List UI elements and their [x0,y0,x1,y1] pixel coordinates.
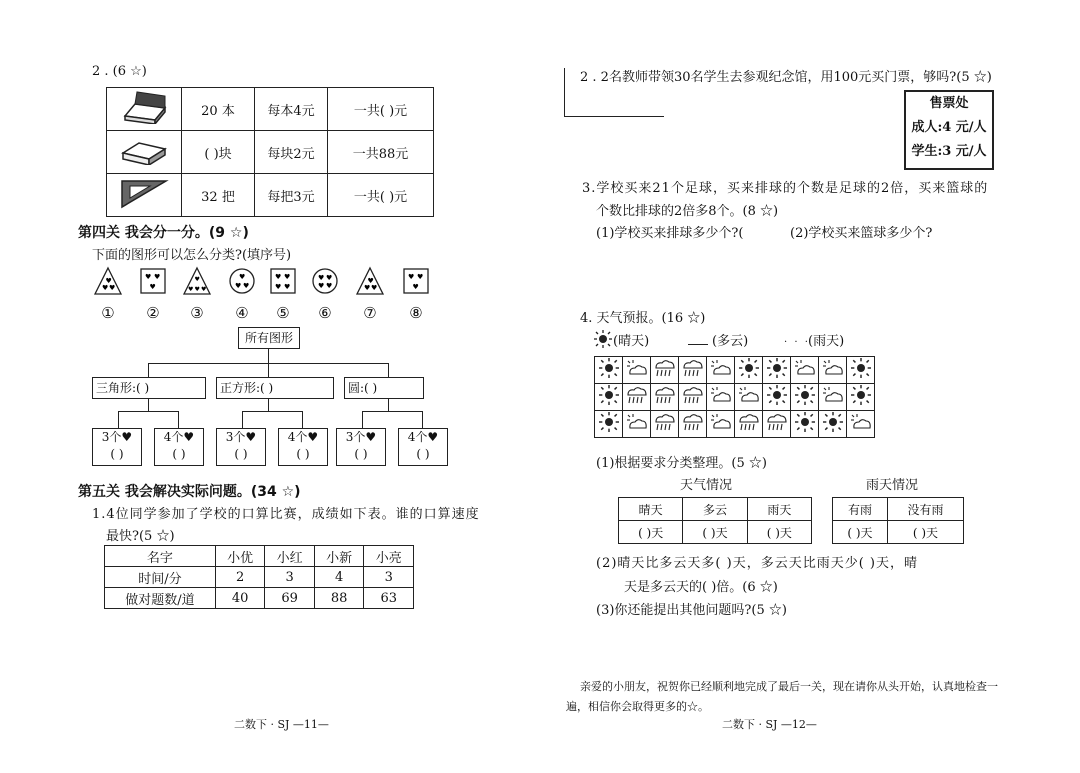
weather-sub3: (3)你还能提出其他问题吗?(5 ☆) [596,603,787,618]
ticket-student: 学生:3 元/人 [911,144,987,159]
tree-line [242,411,243,428]
margin-line [564,116,664,117]
rain-table-title: 雨天情况 [866,478,919,493]
cell: 每本4元 [255,88,328,131]
section5-q1-line1: 1.4位同学参加了学校的口算比赛，成绩如下表。谁的口算速度 [92,507,480,522]
leaf-label: 4个♥ [287,430,319,444]
triangle-3-hearts-icon [355,266,385,296]
square-3-hearts-icon [401,266,431,296]
triangle-ruler-icon [107,174,182,217]
tree-leaf [278,428,328,466]
shape-number: ④ [235,304,249,322]
tree-line [118,411,119,428]
cloudy-icon [688,344,708,345]
leaf-label: 4个♥ [407,430,439,444]
sun-icon [595,384,623,411]
svg-text:♥: ♥ [149,283,156,291]
table-row [105,567,414,588]
table-header: 晴天 [619,498,683,521]
shape-number: ⑤ [276,304,290,322]
table-cell: 69 [265,588,315,609]
svg-text:♥: ♥ [188,286,194,293]
square-3-hearts-icon [138,266,168,296]
page-footer: 二数下 · SJ —11— [234,718,329,731]
table-cell: 3 [265,567,315,588]
page-footer: 二数下 · SJ —12— [722,718,817,731]
rain-icon [679,411,707,438]
score-table [104,545,414,609]
tree-leaf [398,428,448,466]
rain-icon: . . . [784,334,810,345]
table-header: 有雨 [833,498,888,521]
circle-4-hearts-icon [310,266,340,296]
svg-text:♥: ♥ [318,282,325,290]
svg-text:♥: ♥ [235,282,242,290]
rain-icon [763,411,791,438]
tree-leaf [154,428,204,466]
leaf-label: 4个♥ [163,430,195,444]
tree-root: 所有图形 [238,327,300,349]
tree-line [268,399,269,411]
margin-line [564,68,565,116]
tree-leaf [336,428,386,466]
table-row [833,498,964,521]
cloud-icon [819,384,847,411]
table-row [105,588,414,609]
weather-sub1: (1)根据要求分类整理。(5 ☆) [596,456,767,471]
tree-line [422,411,423,428]
weather-row [595,357,875,384]
table-cell: 做对题数/道 [105,588,216,609]
book-icon [107,88,182,131]
svg-text:♥: ♥ [275,273,282,281]
tree-line [362,411,422,412]
leaf-answer: ( ) [234,447,248,461]
table-row [619,498,812,521]
table-header: 小亮 [364,546,414,567]
svg-text:♥: ♥ [243,282,250,290]
cloud-icon [847,411,875,438]
svg-text:♥: ♥ [326,282,333,290]
legend-rain-label: (雨天) [808,334,845,349]
price-table [106,87,434,217]
svg-text:♥: ♥ [371,284,378,292]
leaf-answer: ( ) [354,447,368,461]
sun-icon [819,411,847,438]
shape-number: ⑥ [318,304,332,322]
sun-icon [763,384,791,411]
cloud-icon [819,357,847,384]
rain-icon [651,384,679,411]
legend-cloudy-label: (多云) [712,334,749,349]
tree-line [242,411,302,412]
sun-icon [847,357,875,384]
table-row [619,521,812,544]
table-header: 小优 [215,546,265,567]
cloud-icon [623,357,651,384]
svg-text:♥: ♥ [284,273,291,281]
closing-line2: 遍，相信你会取得更多的☆。 [566,700,709,713]
svg-text:♥: ♥ [154,273,161,281]
svg-text:♥: ♥ [109,284,116,292]
svg-text:♥: ♥ [408,273,415,281]
table-header: 多云 [683,498,747,521]
weather-grid [594,356,875,438]
cloud-icon [735,384,763,411]
right-q3-line2: 个数比排球的2倍多8个。(8 ☆) [596,204,779,219]
svg-text:♥: ♥ [275,283,282,291]
right-q3-sub2: (2)学校买来篮球多少个? [790,226,933,241]
cloud-icon [707,357,735,384]
svg-text:♥: ♥ [102,284,109,292]
rain-icon [735,411,763,438]
tree-leaf [92,428,142,466]
svg-text:♥: ♥ [239,273,246,281]
ticket-board [904,90,994,170]
cloud-icon [707,411,735,438]
section4-prompt: 下面的图形可以怎么分类?(填序号) [92,248,292,263]
tree-line [362,411,363,428]
table-row [105,546,414,567]
cell: 每把3元 [255,174,328,217]
rain-icon [679,357,707,384]
sun-icon [847,384,875,411]
section4-title: 第四关 我会分一分。(9 ☆) [78,225,249,241]
leaf-label: 3个♥ [225,430,257,444]
table-cell: 88 [314,588,364,609]
svg-text:♥: ♥ [318,274,325,282]
leaf-answer: ( ) [416,447,430,461]
table-cell: 4 [314,567,364,588]
tree-category-circle: 圆:( ) [344,377,424,399]
legend-sunny-label: (晴天) [613,334,650,349]
svg-text:♥: ♥ [326,274,333,282]
table-cell: 时间/分 [105,567,216,588]
ticket-adult: 成人:4 元/人 [911,120,987,135]
section5-q1-line2: 最快?(5 ☆) [106,529,175,544]
table-header: 雨天 [747,498,811,521]
cloud-icon [707,384,735,411]
table-cell: ( )天 [619,521,683,544]
table-header: 名字 [105,546,216,567]
svg-text:♥: ♥ [284,283,291,291]
rain-icon [679,384,707,411]
svg-text:♥: ♥ [417,273,424,281]
table-row [107,131,434,174]
sun-icon [791,384,819,411]
tree-line [388,399,389,411]
table-cell: ( )天 [683,521,747,544]
sun-icon [791,411,819,438]
tree-line [268,349,269,363]
table-cell: ( )天 [747,521,811,544]
sun-icon [763,357,791,384]
svg-text:♥: ♥ [194,286,200,293]
sun-icon [735,357,763,384]
weather-row [595,411,875,438]
svg-text:♥: ♥ [105,277,112,285]
leaf-label: 3个♥ [101,430,133,444]
square-4-hearts-icon [268,266,298,296]
eraser-icon [107,131,182,174]
tree-line [118,411,178,412]
rain-icon [651,411,679,438]
shape-number: ⑧ [409,304,423,322]
table-row [107,174,434,217]
leaf-label: 3个♥ [345,430,377,444]
svg-text:♥: ♥ [364,284,371,292]
tree-category-triangle: 三角形:( ) [92,377,206,399]
circle-3-hearts-icon [227,266,257,296]
weather-title: 4. 天气预报。(16 ☆) [580,311,706,326]
tree-leaf [216,428,266,466]
weather-row [595,384,875,411]
table-cell: 63 [364,588,414,609]
svg-text:♥: ♥ [201,286,207,293]
table-header: 小红 [265,546,315,567]
weather-sub2-line2: 天是多云天的( )倍。(6 ☆) [624,580,778,595]
table-cell: 2 [215,567,265,588]
cell: 20 本 [182,88,255,131]
tree-line [148,399,149,411]
tree-category-square: 正方形:( ) [216,377,334,399]
leaf-answer: ( ) [110,447,124,461]
sunny-icon [594,330,612,348]
shape-number: ⑦ [363,304,377,322]
svg-text:♥: ♥ [412,283,419,291]
cell: 每块2元 [255,131,328,174]
table-row [107,88,434,131]
rain-summary-table [832,497,964,544]
table-cell: 40 [215,588,265,609]
tree-line [178,411,179,428]
tree-line [148,363,149,377]
shape-number: ① [101,304,115,322]
closing-line1: 亲爱的小朋友，祝贺你已经顺利地完成了最后一关，现在请你从头开始，认真地检查一 [580,680,998,693]
weather-table-title: 天气情况 [680,478,733,493]
shape-number: ② [146,304,160,322]
tree-line [268,363,269,377]
table-cell: 3 [364,567,414,588]
weather-sub2-line1: (2)晴天比多云天多( )天，多云天比雨天少( )天，晴 [596,556,918,571]
table-header: 没有雨 [887,498,963,521]
cell: ( )块 [182,131,255,174]
shape-number: ③ [190,304,204,322]
sun-icon [595,411,623,438]
svg-text:♥: ♥ [145,273,152,281]
svg-text:♥: ♥ [194,276,200,283]
leaf-answer: ( ) [296,447,310,461]
rain-icon [651,357,679,384]
q2-title: 2 . (6 ☆) [92,64,147,79]
rain-icon [623,384,651,411]
table-cell: ( )天 [833,521,888,544]
leaf-answer: ( ) [172,447,186,461]
sun-icon [595,357,623,384]
svg-text:♥: ♥ [367,277,374,285]
cell: 32 把 [182,174,255,217]
cell: 一共( )元 [328,88,434,131]
weather-summary-table [618,497,812,544]
table-header: 小新 [314,546,364,567]
cloud-icon [623,411,651,438]
cell: 一共88元 [328,131,434,174]
table-cell: ( )天 [887,521,963,544]
right-q3-line1: 3.学校买来21个足球，买来排球的个数是足球的2倍，买来篮球的 [582,181,989,196]
ticket-title: 售票处 [929,96,969,111]
section5-title: 第五关 我会解决实际问题。(34 ☆) [78,484,301,500]
right-q2-text: 2 . 2名教师带领30名学生去参观纪念馆，用100元买门票，够吗?(5 ☆) [580,70,992,85]
table-row [833,521,964,544]
cloud-icon [791,357,819,384]
right-q3-sub1: (1)学校买来排球多少个?( [596,226,744,241]
triangle-4-hearts-icon [182,266,212,296]
cell: 一共( )元 [328,174,434,217]
triangle-3-hearts-icon [93,266,123,296]
tree-line [302,411,303,428]
tree-line [388,363,389,377]
